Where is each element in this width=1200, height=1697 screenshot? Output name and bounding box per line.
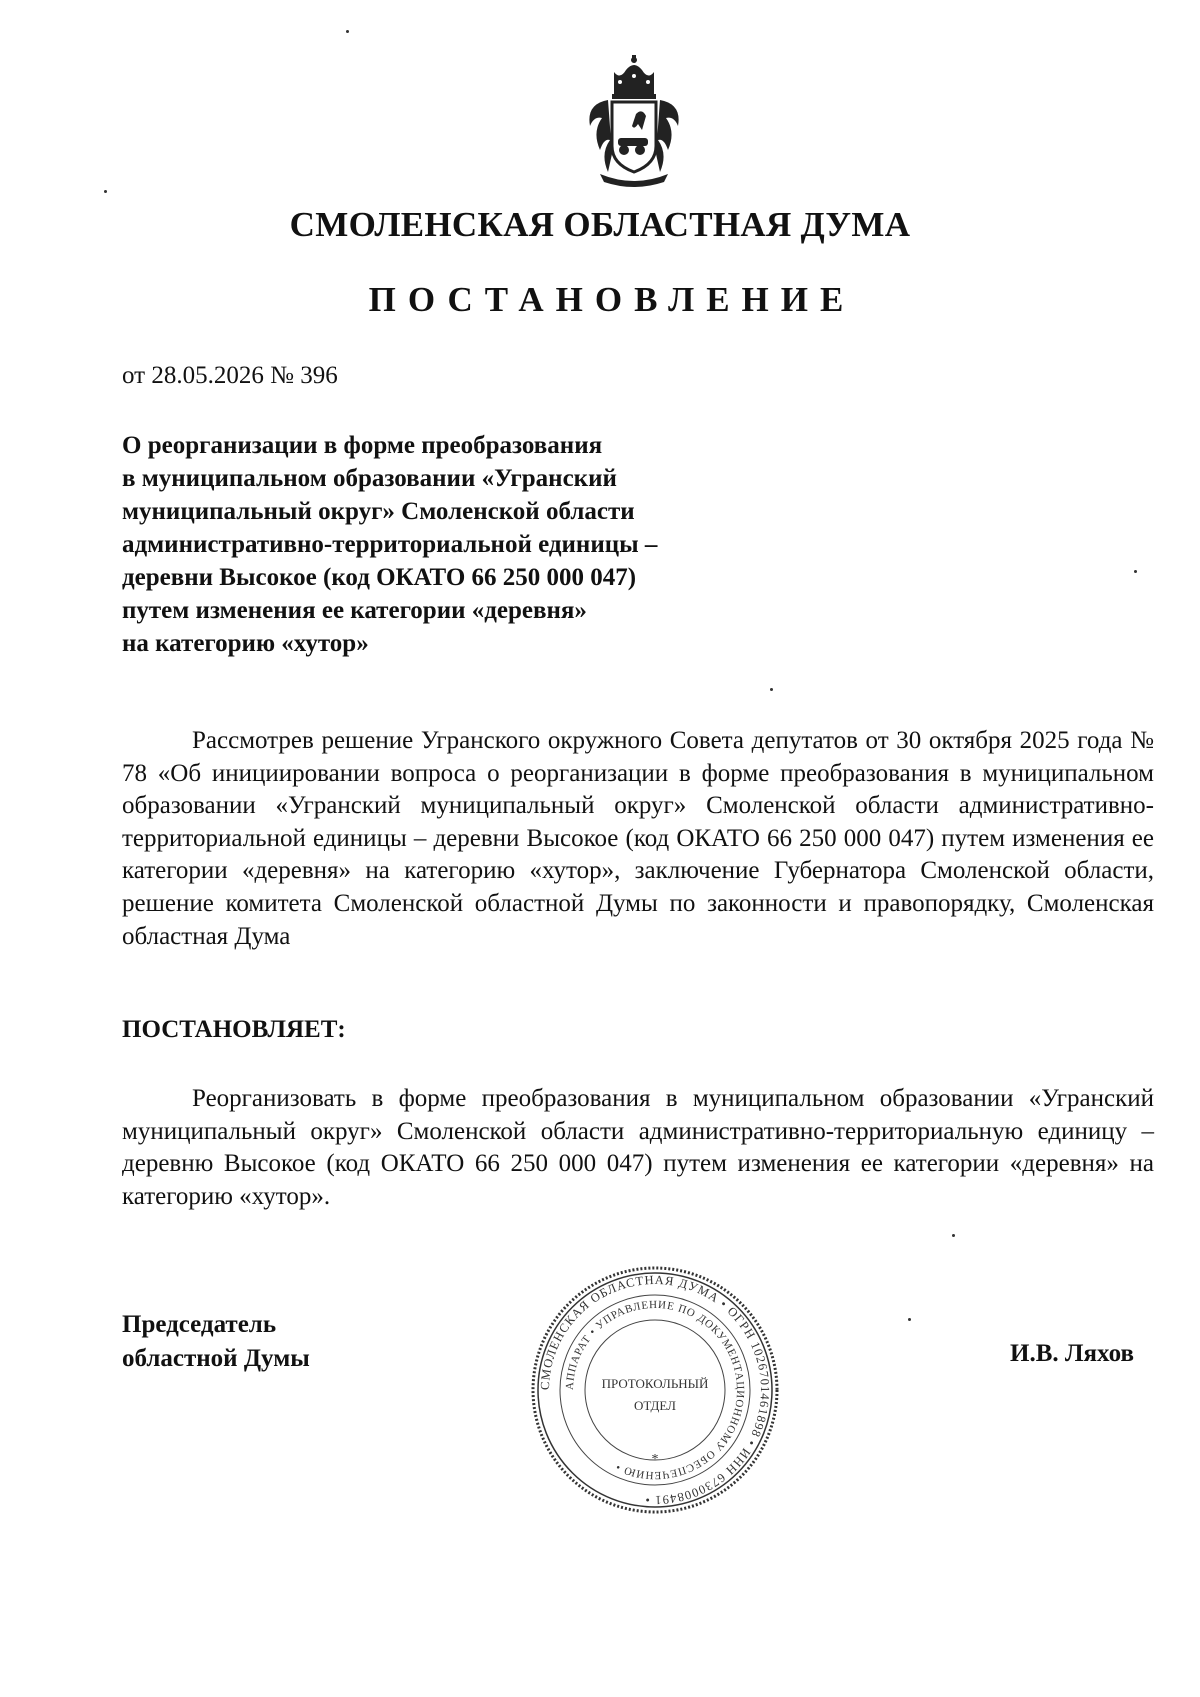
organization-title: СМОЛЕНСКАЯ ОБЛАСТНАЯ ДУМА: [289, 205, 911, 244]
document-date-number: от 28.05.2026 № 396: [122, 362, 338, 389]
signatory-name: И.В. Ляхов: [1010, 1340, 1134, 1367]
scan-speck: [1134, 570, 1137, 573]
signatory-title: [122, 1308, 310, 1376]
stamp-center-line: ОТДЕЛ: [634, 1398, 676, 1413]
scan-speck: [770, 688, 773, 691]
stamp-outer-text: СМОЛЕНСКАЯ ОБЛАСТНАЯ ДУМА • ОГРН 1026701461898 • ИНН 6730008491 •: [537, 1272, 773, 1508]
preamble-paragraph: Рассмотрев решение Угранского окружного Совета депутатов от 30 октября 2025 года № 78 «Об инициировании вопроса о реорганизации в форме преобразования в муниципальном образовании «Угранский муниципальный округ» Смоленской области административно-территориальной единицы – деревни Высокое (код ОКАТО 66 250 000 047) путем изменения ее категории «деревня» на категорию «хутор», заключение Губернатора Смоленской области, решение комитета Смоленской областной Думы по законности и правопорядку, Смоленская областная Дума: [122, 727, 1154, 950]
scan-speck: [346, 30, 349, 33]
scan-speck: [952, 1234, 955, 1237]
document-subject: [122, 429, 802, 660]
subject-line: деревни Высокое (код ОКАТО 66 250 000 047): [122, 564, 637, 591]
document-type: ПОСТАНОВЛЕНИЕ: [368, 280, 856, 319]
stamp-inner-text: АППАРАТ • УПРАВЛЕНИЕ ПО ДОКУМЕНТАЦИОННОМУ ОБЕСПЕЧЕНИЮ •: [563, 1298, 747, 1482]
scan-speck: [908, 1318, 911, 1321]
subject-line: в муниципальном образовании «Угранский: [122, 465, 617, 492]
scan-speck: [104, 190, 107, 193]
official-seal-stamp: [528, 1263, 782, 1517]
coat-of-arms-icon: [578, 54, 690, 188]
subject-line: путем изменения ее категории «деревня»: [122, 597, 587, 624]
subject-line: на категорию «хутор»: [122, 630, 369, 657]
subject-line: О реорганизации в форме преобразования: [122, 432, 603, 459]
signatory-title-line: областной Думы: [122, 1345, 310, 1372]
stamp-center-line: ПРОТОКОЛЬНЫЙ: [601, 1376, 709, 1391]
svg-text:*: *: [651, 1452, 659, 1467]
subject-line: муниципальный округ» Смоленской области: [122, 498, 635, 525]
signatory-title-line: Председатель: [122, 1311, 277, 1338]
resolves-heading: ПОСТАНОВЛЯЕТ:: [122, 1016, 346, 1043]
decision-paragraph: Реорганизовать в форме преобразования в муниципальном образовании «Угранский муниципальный округ» Смоленской области административно-территориальную единицу – деревню Высокое (код ОКАТО 66 250 000 047) путем изменения ее категории «деревня» на категорию «хутор».: [122, 1085, 1154, 1210]
subject-line: административно-территориальной единицы –: [122, 531, 658, 558]
